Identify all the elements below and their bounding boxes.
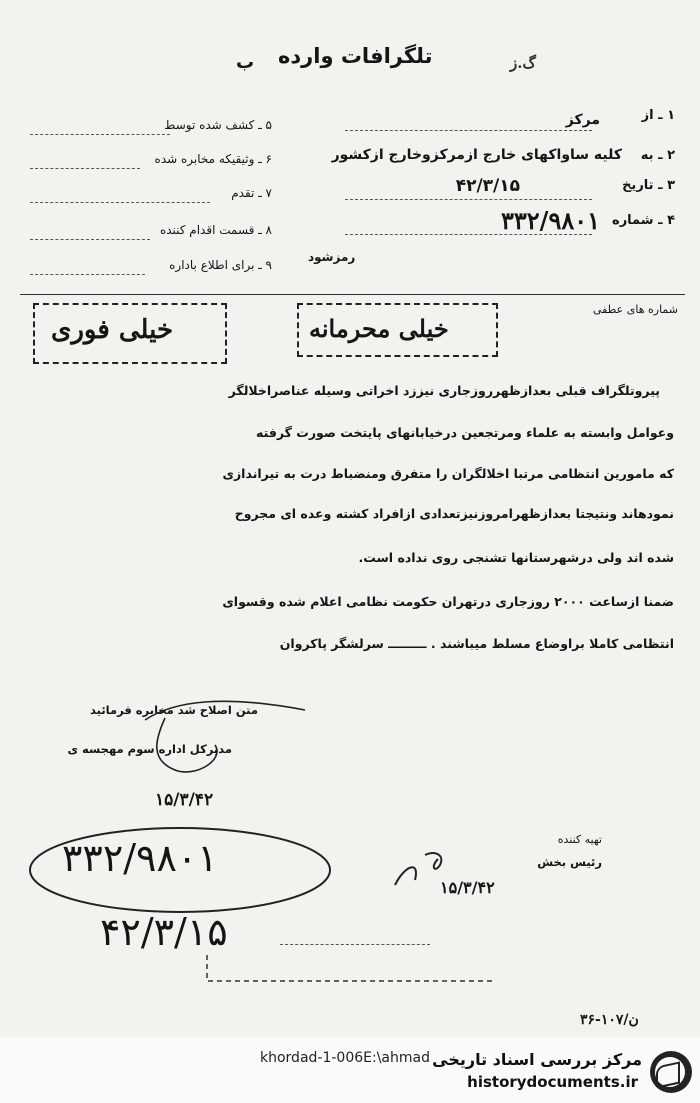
chief-date: ۱۵/۳/۴۲ xyxy=(440,878,495,897)
field-transmitted-line xyxy=(30,168,140,169)
ramz-label: رمزشود xyxy=(308,250,356,264)
approval-note: متن اصلاح شد مخابره فرمائید xyxy=(90,703,258,717)
field-for-info-line xyxy=(30,274,145,275)
field-transmitted: ۶ ـ وثیقیکه مخابره شده xyxy=(154,152,272,166)
body-line-3: که مامورین انتظامی مرتبا اخلالگران را متفرق ومنضباط درت به تیراندازی xyxy=(222,466,674,481)
field-priority: ۷ ـ تقدم xyxy=(231,186,272,200)
document-title: تلگرافات وارده xyxy=(278,44,433,68)
field-decoded-by: ۵ ـ کشف شده توسط xyxy=(164,118,272,132)
field-from-value: مرکز xyxy=(565,112,600,128)
big-date: ۴۲/۳/۱۵ xyxy=(100,910,228,954)
field-date-label: ۳ ـ تاریخ xyxy=(622,178,675,193)
field-date-value: ۴۲/۳/۱۵ xyxy=(455,176,520,196)
field-priority-line xyxy=(30,202,210,203)
field-action-line xyxy=(30,239,150,240)
body-line-2: وعوامل وابسته به علماء ومرتجعین درخیابانهای پایتخت صورت گرفته xyxy=(256,425,674,440)
handwritten-date: ۱۵/۳/۴۲ xyxy=(155,790,214,810)
header-separator xyxy=(20,294,685,295)
chief-label: رئیس بخش xyxy=(537,855,602,869)
field-to-value: کلیه ساواکهای خارج ازمرکزوخارج ازکشور xyxy=(331,147,622,163)
body-line-4: نمودهاند ونتیجتا بعدازظهرامروزنیزتعدادی ازافراد کشته وعده ای مجروح xyxy=(234,506,674,521)
top-mark: گ.ز xyxy=(510,54,536,72)
field-number-label: ۴ ـ شماره xyxy=(612,213,675,228)
field-number-line xyxy=(345,234,592,235)
field-number-value: ۳۳۲/۹۸۰۱ xyxy=(501,206,600,235)
urgent-stamp xyxy=(33,303,227,364)
site-name: مرکز بررسی اسناد تاریخی xyxy=(432,1050,642,1069)
file-code: khordad-1-006E:\ahmad xyxy=(260,1050,430,1066)
archive-logo xyxy=(650,1051,692,1093)
secret-stamp-text: خیلی محرمانه xyxy=(309,314,449,343)
director-title: مدیرکل اداره سوم مهجسه ی xyxy=(67,742,232,756)
body-line-1: پیروتلگراف قبلی بعدازظهرروزجاری نیززد اخراتی وسیله عناصراخلالگر xyxy=(228,383,660,398)
preparer-label: تهیه کننده xyxy=(557,833,602,846)
field-action-section: ۸ ـ قسمت اقدام کننده xyxy=(159,223,272,237)
body-line-5: شده اند ولی درشهرستانها تشنجی روی نداده است. xyxy=(358,550,674,565)
field-to-label: ۲ ـ به xyxy=(640,148,675,163)
body-line-6: ضمنا ازساعت ۲۰۰۰ روزجاری درتهران حکومت نظامی اعلام شده وقسوای xyxy=(222,594,674,609)
field-from-line xyxy=(345,130,592,131)
bottom-code: ۳۶-۱۰۷/ن xyxy=(580,1012,639,1028)
secret-stamp xyxy=(297,303,498,357)
field-decoded-line xyxy=(30,134,170,135)
reference-numbers-label: شماره های عطفی xyxy=(592,303,678,316)
site-url: historydocuments.ir xyxy=(467,1073,638,1091)
field-from-label: ۱ ـ از xyxy=(641,108,675,123)
date-bracket xyxy=(195,915,515,995)
big-number: ۳۳۲/۹۸۰۱ xyxy=(62,836,218,880)
signature-scribble xyxy=(135,690,315,780)
field-for-info: ۹ ـ برای اطلاع باداره xyxy=(169,258,272,272)
field-date-line xyxy=(345,199,592,200)
body-line-7: انتظامی کاملا براوضاع مسلط میباشند . ـــــــــ سرلشگر پاکروان xyxy=(279,636,674,651)
urgent-stamp-text: خیلی فوری xyxy=(51,315,174,345)
title-prefix: ب xyxy=(236,52,255,73)
footer-bar xyxy=(0,1037,700,1103)
